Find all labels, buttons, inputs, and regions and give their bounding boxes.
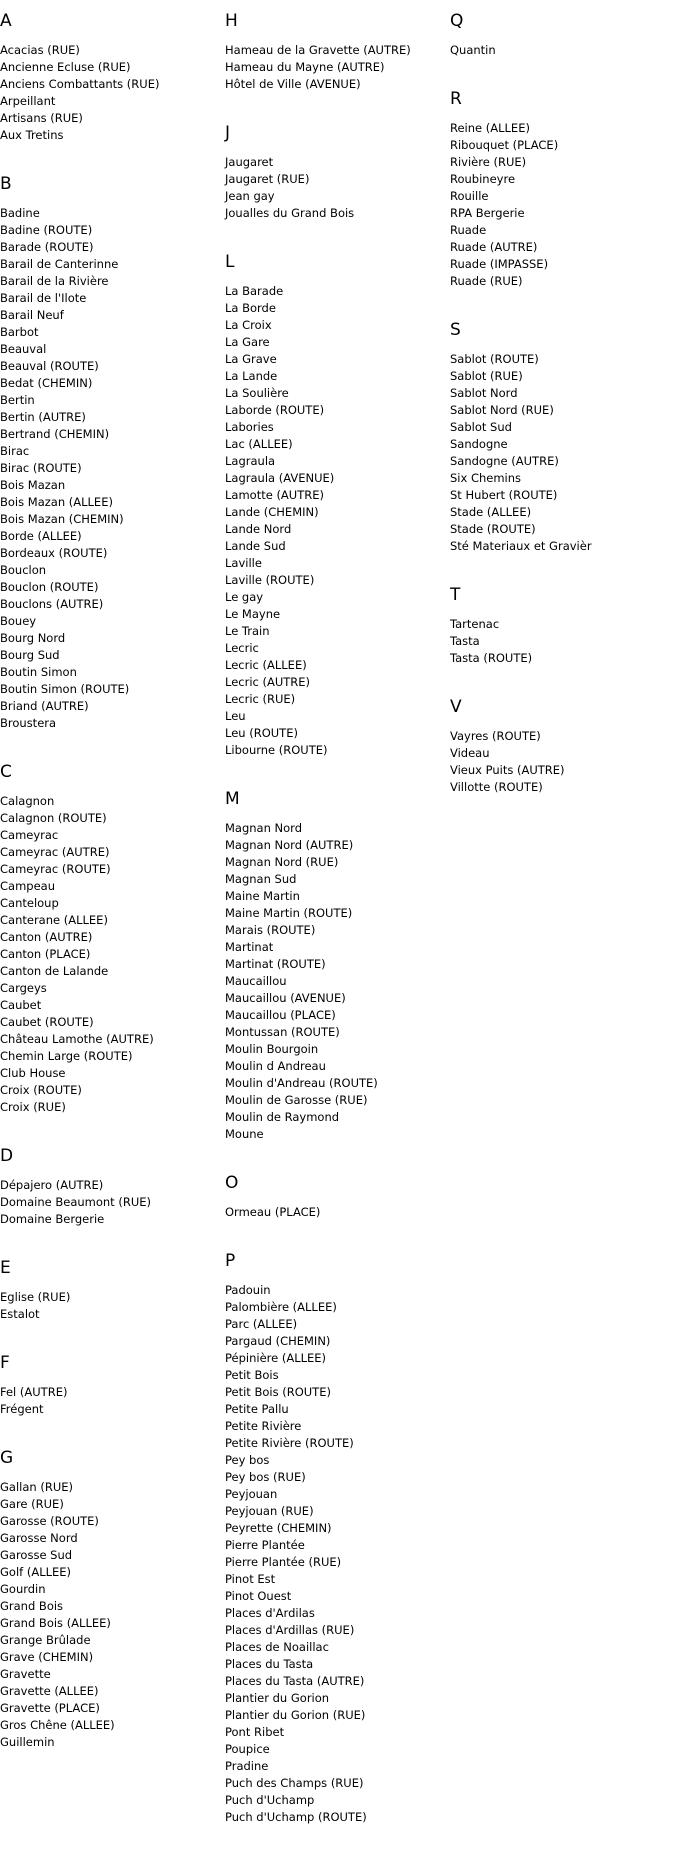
letter-group-p bbox=[225, 1251, 445, 1826]
street-entry: La Gare bbox=[225, 335, 270, 349]
street-entry: Campeau bbox=[0, 879, 55, 893]
street-entry: Sandogne (AUTRE) bbox=[450, 454, 559, 468]
street-list bbox=[225, 42, 445, 93]
street-entry: Calagnon (ROUTE) bbox=[0, 811, 107, 825]
street-entry: Gourdin bbox=[0, 1582, 46, 1596]
street-entry: Joualles du Grand Bois bbox=[225, 206, 355, 220]
street-entry: Club House bbox=[0, 1066, 66, 1080]
street-entry: Jean gay bbox=[225, 189, 275, 203]
street-entry: Beauval bbox=[0, 342, 47, 356]
street-entry: Peyjouan (RUE) bbox=[225, 1504, 314, 1518]
street-entry: Ruade (IMPASSE) bbox=[450, 257, 549, 271]
street-entry: Le Mayne bbox=[225, 607, 281, 621]
street-entry: Canton (AUTRE) bbox=[0, 930, 93, 944]
street-entry: Lecric (RUE) bbox=[225, 692, 296, 706]
street-entry: Ruade (AUTRE) bbox=[450, 240, 538, 254]
street-entry: Pinot Est bbox=[225, 1572, 276, 1586]
street-entry: Moulin de Garosse (RUE) bbox=[225, 1093, 368, 1107]
street-entry: La Grave bbox=[225, 352, 277, 366]
street-entry: Broustera bbox=[0, 716, 57, 730]
letter-heading: Q bbox=[450, 11, 464, 31]
street-entry: Château Lamothe (AUTRE) bbox=[0, 1032, 154, 1046]
street-entry: Croix (RUE) bbox=[0, 1100, 66, 1114]
street-entry: Bouclons (AUTRE) bbox=[0, 597, 104, 611]
letter-group-s bbox=[450, 320, 670, 555]
letter-heading: H bbox=[225, 11, 238, 31]
index-column-2 bbox=[225, 11, 445, 1856]
street-entry: Petite Rivière bbox=[225, 1419, 302, 1433]
street-entry: Maine Martin bbox=[225, 889, 300, 903]
street-entry: Sablot Nord (RUE) bbox=[450, 403, 554, 417]
street-entry: Bourg Sud bbox=[0, 648, 60, 662]
letter-group-h bbox=[225, 11, 445, 93]
street-entry: Sablot (RUE) bbox=[450, 369, 523, 383]
street-entry: Gros Chêne (ALLEE) bbox=[0, 1718, 115, 1732]
street-entry: Bois Mazan (CHEMIN) bbox=[0, 512, 124, 526]
index-column-3 bbox=[450, 11, 670, 826]
street-entry: Grand Bois bbox=[0, 1599, 64, 1613]
street-entry: Parc (ALLEE) bbox=[225, 1317, 298, 1331]
street-entry: Dépajero (AUTRE) bbox=[0, 1178, 104, 1192]
street-entry: Puch d'Uchamp (ROUTE) bbox=[225, 1810, 367, 1824]
letter-heading: F bbox=[0, 1353, 10, 1373]
street-entry: Boutin Simon (ROUTE) bbox=[0, 682, 130, 696]
street-entry: Places du Tasta (AUTRE) bbox=[225, 1674, 365, 1688]
street-entry: Magnan Nord (AUTRE) bbox=[225, 838, 354, 852]
street-list bbox=[450, 728, 670, 796]
street-entry: Pey bos (RUE) bbox=[225, 1470, 306, 1484]
street-entry: Petite Pallu bbox=[225, 1402, 289, 1416]
street-entry: Garosse (ROUTE) bbox=[0, 1514, 99, 1528]
letter-heading: B bbox=[0, 174, 12, 194]
street-entry: Petite Rivière (ROUTE) bbox=[225, 1436, 354, 1450]
street-entry: Barbot bbox=[0, 325, 39, 339]
street-entry: Barail de l'Ilote bbox=[0, 291, 87, 305]
street-entry: Laville bbox=[225, 556, 262, 570]
street-entry: Padouin bbox=[225, 1283, 271, 1297]
street-entry: Barail Neuf bbox=[0, 308, 64, 322]
street-entry: Canton de Lalande bbox=[0, 964, 109, 978]
street-entry: Canterane (ALLEE) bbox=[0, 913, 108, 927]
street-entry: Lecric bbox=[225, 641, 259, 655]
street-entry: Hôtel de Ville (AVENUE) bbox=[225, 77, 361, 91]
letter-heading: G bbox=[0, 1448, 14, 1468]
street-entry: Maucaillou bbox=[225, 974, 287, 988]
street-entry: Moulin d Andreau bbox=[225, 1059, 326, 1073]
street-entry: Croix (ROUTE) bbox=[0, 1083, 82, 1097]
street-entry: Tartenac bbox=[450, 617, 500, 631]
street-list bbox=[0, 1384, 220, 1418]
street-entry: Moulin de Raymond bbox=[225, 1110, 340, 1124]
street-entry: Puch d'Uchamp bbox=[225, 1793, 315, 1807]
street-list bbox=[225, 1204, 445, 1221]
street-entry: Ormeau (PLACE) bbox=[225, 1205, 321, 1219]
street-entry: Bedat (CHEMIN) bbox=[0, 376, 93, 390]
street-entry: Barail de la Rivière bbox=[0, 274, 109, 288]
letter-group-q bbox=[450, 11, 670, 59]
street-entry: Bertin bbox=[0, 393, 35, 407]
letter-heading: S bbox=[450, 320, 461, 340]
street-list bbox=[225, 1282, 445, 1826]
street-entry: Pradine bbox=[225, 1759, 269, 1773]
street-list bbox=[0, 205, 220, 732]
letter-heading: C bbox=[0, 762, 12, 782]
street-entry: Reine (ALLEE) bbox=[450, 121, 530, 135]
street-entry: La Borde bbox=[225, 301, 276, 315]
letter-heading: T bbox=[450, 585, 461, 605]
letter-group-l bbox=[225, 252, 445, 759]
street-entry: Montussan (ROUTE) bbox=[225, 1025, 340, 1039]
street-entry: Lande (CHEMIN) bbox=[225, 505, 319, 519]
letter-heading: D bbox=[0, 1146, 14, 1166]
letter-heading: O bbox=[225, 1173, 239, 1193]
street-entry: Maine Martin (ROUTE) bbox=[225, 906, 353, 920]
street-entry: La Croix bbox=[225, 318, 272, 332]
street-entry: Marais (ROUTE) bbox=[225, 923, 316, 937]
street-entry: Roubineyre bbox=[450, 172, 516, 186]
letter-group-o bbox=[225, 1173, 445, 1221]
street-entry: Hameau de la Gravette (AUTRE) bbox=[225, 43, 411, 57]
street-entry: Vayres (ROUTE) bbox=[450, 729, 541, 743]
street-entry: Maucaillou (AVENUE) bbox=[225, 991, 346, 1005]
street-entry: La Soulière bbox=[225, 386, 289, 400]
letter-group-f bbox=[0, 1353, 220, 1418]
street-entry: Eglise (RUE) bbox=[0, 1290, 71, 1304]
letter-heading: R bbox=[450, 89, 462, 109]
street-entry: Rivière (RUE) bbox=[450, 155, 527, 169]
street-entry: Laborde (ROUTE) bbox=[225, 403, 325, 417]
street-entry: St Hubert (ROUTE) bbox=[450, 488, 558, 502]
street-list bbox=[450, 351, 670, 555]
street-entry: Cameyrac (ROUTE) bbox=[0, 862, 111, 876]
street-entry: Arpeillant bbox=[0, 94, 56, 108]
street-entry: Guillemin bbox=[0, 1735, 55, 1749]
street-entry: Sablot Sud bbox=[450, 420, 512, 434]
street-entry: Puch des Champs (RUE) bbox=[225, 1776, 364, 1790]
street-entry: Le Train bbox=[225, 624, 270, 638]
street-entry: Laville (ROUTE) bbox=[225, 573, 315, 587]
street-entry: Labories bbox=[225, 420, 274, 434]
street-entry: Lecric (ALLEE) bbox=[225, 658, 307, 672]
street-list bbox=[0, 1177, 220, 1228]
street-entry: Tasta (ROUTE) bbox=[450, 651, 533, 665]
letter-heading: E bbox=[0, 1258, 11, 1278]
street-entry: Beauval (ROUTE) bbox=[0, 359, 99, 373]
street-entry: Ruade (RUE) bbox=[450, 274, 523, 288]
street-entry: Pargaud (CHEMIN) bbox=[225, 1334, 331, 1348]
street-entry: Stade (ROUTE) bbox=[450, 522, 536, 536]
street-entry: La Barade bbox=[225, 284, 284, 298]
street-entry: Peyjouan bbox=[225, 1487, 278, 1501]
street-entry: Grange Brûlade bbox=[0, 1633, 91, 1647]
street-entry: Bois Mazan (ALLEE) bbox=[0, 495, 113, 509]
street-entry: Caubet bbox=[0, 998, 42, 1012]
street-entry: Tasta bbox=[450, 634, 480, 648]
street-list bbox=[450, 120, 670, 290]
street-entry: Caubet (ROUTE) bbox=[0, 1015, 94, 1029]
street-entry: Lande Sud bbox=[225, 539, 286, 553]
street-entry: Golf (ALLEE) bbox=[0, 1565, 72, 1579]
street-entry: Calagnon bbox=[0, 794, 55, 808]
street-entry: Magnan Sud bbox=[225, 872, 297, 886]
street-entry: Domaine Beaumont (RUE) bbox=[0, 1195, 151, 1209]
street-entry: Palombière (ALLEE) bbox=[225, 1300, 337, 1314]
street-entry: Barail de Canterinne bbox=[0, 257, 119, 271]
street-entry: Jaugaret bbox=[225, 155, 274, 169]
letter-heading: P bbox=[225, 1251, 236, 1271]
letter-group-c bbox=[0, 762, 220, 1116]
street-entry: Plantier du Gorion bbox=[225, 1691, 330, 1705]
street-entry: Gravette (ALLEE) bbox=[0, 1684, 99, 1698]
street-entry: Birac bbox=[0, 444, 30, 458]
street-list bbox=[225, 283, 445, 759]
street-entry: Bourg Nord bbox=[0, 631, 66, 645]
letter-group-a bbox=[0, 11, 220, 144]
street-entry: Places de Noaillac bbox=[225, 1640, 329, 1654]
street-entry: Moune bbox=[225, 1127, 264, 1141]
street-entry: Ancienne Ecluse (RUE) bbox=[0, 60, 131, 74]
street-entry: Villotte (ROUTE) bbox=[450, 780, 543, 794]
street-entry: Bouey bbox=[0, 614, 37, 628]
street-entry: Cameyrac (AUTRE) bbox=[0, 845, 110, 859]
street-entry: Domaine Bergerie bbox=[0, 1212, 105, 1226]
street-entry: Le gay bbox=[225, 590, 264, 604]
street-entry: Pinot Ouest bbox=[225, 1589, 292, 1603]
street-entry: Artisans (RUE) bbox=[0, 111, 83, 125]
street-entry: Canteloup bbox=[0, 896, 59, 910]
street-entry: Bois Mazan bbox=[0, 478, 66, 492]
letter-group-t bbox=[450, 585, 670, 667]
street-entry: Moulin Bourgoin bbox=[225, 1042, 319, 1056]
street-entry: Gravette bbox=[0, 1667, 51, 1681]
street-entry: Maucaillou (PLACE) bbox=[225, 1008, 336, 1022]
street-entry: Vieux Puits (AUTRE) bbox=[450, 763, 565, 777]
letter-group-e bbox=[0, 1258, 220, 1323]
street-entry: Aux Tretins bbox=[0, 128, 64, 142]
letter-heading: L bbox=[225, 252, 235, 272]
street-entry: Pont Ribet bbox=[225, 1725, 285, 1739]
letter-heading: M bbox=[225, 789, 240, 809]
street-list bbox=[0, 1479, 220, 1751]
street-entry: Gallan (RUE) bbox=[0, 1480, 73, 1494]
street-entry: Sablot (ROUTE) bbox=[450, 352, 539, 366]
street-entry: Libourne (ROUTE) bbox=[225, 743, 328, 757]
letter-group-b bbox=[0, 174, 220, 732]
street-entry: Briand (AUTRE) bbox=[0, 699, 89, 713]
street-entry: Sablot Nord bbox=[450, 386, 518, 400]
street-entry: Acacias (RUE) bbox=[0, 43, 80, 57]
street-entry: Magnan Nord bbox=[225, 821, 303, 835]
street-entry: La Lande bbox=[225, 369, 278, 383]
street-entry: Bouclon bbox=[0, 563, 47, 577]
street-entry: Gare (RUE) bbox=[0, 1497, 64, 1511]
street-entry: Lac (ALLEE) bbox=[225, 437, 293, 451]
street-entry: Lagraula (AVENUE) bbox=[225, 471, 335, 485]
street-entry: Pey bos bbox=[225, 1453, 270, 1467]
street-entry: Fel (AUTRE) bbox=[0, 1385, 68, 1399]
letter-group-j bbox=[225, 123, 445, 222]
street-entry: Boutin Simon bbox=[0, 665, 77, 679]
street-entry: Six Chemins bbox=[450, 471, 522, 485]
street-entry: Poupice bbox=[225, 1742, 270, 1756]
street-entry: Ruade bbox=[450, 223, 487, 237]
street-list bbox=[225, 154, 445, 222]
letter-group-g bbox=[0, 1448, 220, 1751]
street-entry: Places d'Ardilas bbox=[225, 1606, 315, 1620]
street-entry: Videau bbox=[450, 746, 490, 760]
street-entry: Peyrette (CHEMIN) bbox=[225, 1521, 332, 1535]
street-list bbox=[225, 820, 445, 1143]
street-entry: Lecric (AUTRE) bbox=[225, 675, 311, 689]
street-entry: Places d'Ardillas (RUE) bbox=[225, 1623, 355, 1637]
street-entry: Pépinière (ALLEE) bbox=[225, 1351, 327, 1365]
street-list bbox=[0, 42, 220, 144]
street-entry: Hameau du Mayne (AUTRE) bbox=[225, 60, 385, 74]
street-entry: Magnan Nord (RUE) bbox=[225, 855, 339, 869]
street-entry: Anciens Combattants (RUE) bbox=[0, 77, 160, 91]
street-entry: Leu (ROUTE) bbox=[225, 726, 298, 740]
street-entry: Petit Bois bbox=[225, 1368, 279, 1382]
index-column-1 bbox=[0, 11, 220, 1781]
street-entry: Cargeys bbox=[0, 981, 47, 995]
street-entry: Birac (ROUTE) bbox=[0, 461, 82, 475]
street-entry: Gravette (PLACE) bbox=[0, 1701, 100, 1715]
letter-heading: J bbox=[225, 123, 231, 143]
street-entry: Lamotte (AUTRE) bbox=[225, 488, 324, 502]
street-entry: Sté Materiaux et Gravièr bbox=[450, 539, 592, 553]
street-list bbox=[0, 1289, 220, 1323]
street-entry: RPA Bergerie bbox=[450, 206, 525, 220]
street-entry: Martinat bbox=[225, 940, 274, 954]
street-entry: Rouille bbox=[450, 189, 489, 203]
street-entry: Jaugaret (RUE) bbox=[225, 172, 310, 186]
street-entry: Leu bbox=[225, 709, 246, 723]
street-entry: Grave (CHEMIN) bbox=[0, 1650, 94, 1664]
street-list bbox=[450, 42, 670, 59]
letter-heading: V bbox=[450, 697, 462, 717]
street-entry: Petit Bois (ROUTE) bbox=[225, 1385, 331, 1399]
street-entry: Barade (ROUTE) bbox=[0, 240, 94, 254]
street-entry: Bertin (AUTRE) bbox=[0, 410, 86, 424]
street-entry: Frégent bbox=[0, 1402, 44, 1416]
letter-heading: A bbox=[0, 11, 12, 31]
street-entry: Garosse Sud bbox=[0, 1548, 73, 1562]
street-entry: Sandogne bbox=[450, 437, 508, 451]
street-entry: Martinat (ROUTE) bbox=[225, 957, 326, 971]
street-entry: Bertrand (CHEMIN) bbox=[0, 427, 110, 441]
letter-group-v bbox=[450, 697, 670, 796]
street-list bbox=[0, 793, 220, 1116]
street-list bbox=[450, 616, 670, 667]
street-entry: Grand Bois (ALLEE) bbox=[0, 1616, 111, 1630]
street-entry: Pierre Plantée (RUE) bbox=[225, 1555, 342, 1569]
street-entry: Bordeaux (ROUTE) bbox=[0, 546, 108, 560]
street-entry: Badine bbox=[0, 206, 40, 220]
street-entry: Lagraula bbox=[225, 454, 276, 468]
street-entry: Ribouquet (PLACE) bbox=[450, 138, 559, 152]
street-entry: Cameyrac bbox=[0, 828, 59, 842]
street-entry: Garosse Nord bbox=[0, 1531, 78, 1545]
street-entry: Badine (ROUTE) bbox=[0, 223, 93, 237]
street-entry: Moulin d'Andreau (ROUTE) bbox=[225, 1076, 378, 1090]
street-entry: Pierre Plantée bbox=[225, 1538, 305, 1552]
street-entry: Bouclon (ROUTE) bbox=[0, 580, 99, 594]
street-entry: Plantier du Gorion (RUE) bbox=[225, 1708, 366, 1722]
street-entry: Stade (ALLEE) bbox=[450, 505, 532, 519]
street-entry: Places du Tasta bbox=[225, 1657, 314, 1671]
letter-group-r bbox=[450, 89, 670, 290]
street-entry: Borde (ALLEE) bbox=[0, 529, 82, 543]
street-entry: Estalot bbox=[0, 1307, 40, 1321]
street-entry: Quantin bbox=[450, 43, 496, 57]
street-entry: Lande Nord bbox=[225, 522, 292, 536]
letter-group-m bbox=[225, 789, 445, 1143]
letter-group-d bbox=[0, 1146, 220, 1228]
street-entry: Chemin Large (ROUTE) bbox=[0, 1049, 133, 1063]
street-entry: Canton (PLACE) bbox=[0, 947, 91, 961]
